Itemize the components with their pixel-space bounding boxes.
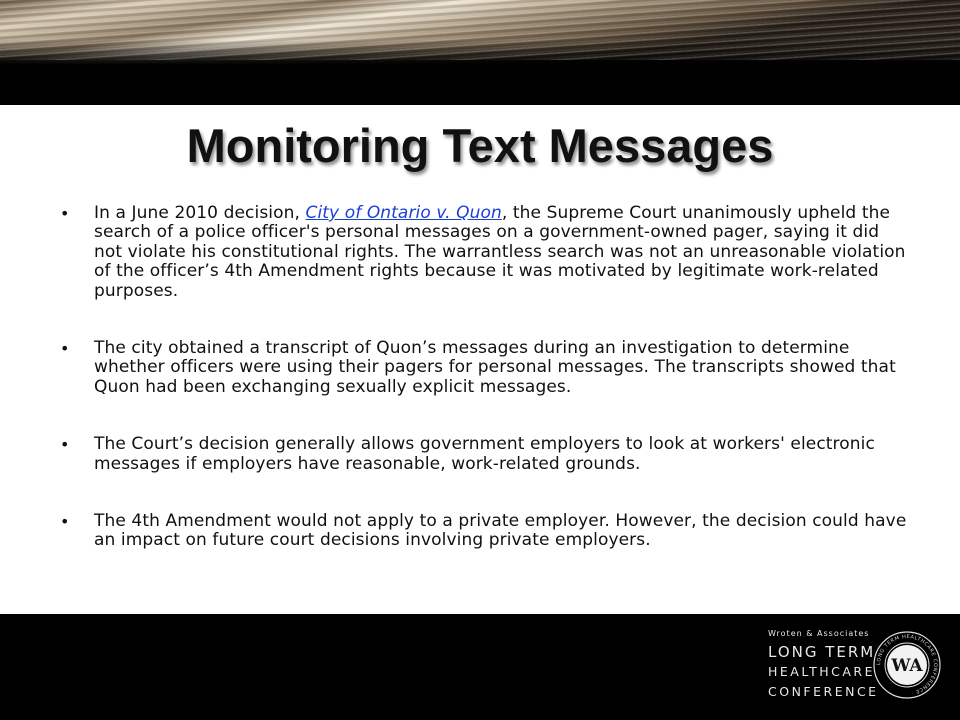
conference-org: Wroten & Associates	[768, 629, 870, 638]
bullet-dot-icon: •	[60, 204, 70, 223]
seal-initials: WA	[891, 656, 923, 676]
bullet-dot-icon: •	[60, 512, 70, 532]
bullet-list	[60, 204, 910, 589]
bullet-4-text: The 4th Amendment would not apply to a private employer. However, the decision could have an impact on future court decisions involving private employers.	[94, 511, 907, 551]
bullet-item-3	[60, 435, 910, 474]
conference-line-2: HEALTHCARE	[768, 664, 875, 679]
bullet-dot-icon: •	[60, 435, 70, 455]
header-texture-band	[0, 0, 960, 105]
conference-seal-icon	[872, 630, 942, 700]
bullet-1-text-after: , the Supreme Court unanimously upheld the search of a police officer's personal messages on a government-owned pager, saying it did not violate his constitutional rights. The warrantless search was not an unreasonable violation of the officer’s 4th Amendment rights because it was motivated by legitimate work-related purposes.	[94, 203, 906, 301]
conference-logo-text	[768, 629, 879, 702]
bullet-2-text: The city obtained a transcript of Quon’s messages during an investigation to determine whether officers were using their pagers for personal messages. The transcripts showed that Quon had been exchanging sexually explicit messages.	[94, 338, 896, 397]
bullet-item-4	[60, 512, 910, 551]
conference-line-3: CONFERENCE	[768, 684, 879, 699]
seal-ring-text: LONG TERM HEALTHCARE CONFERENCE	[875, 633, 939, 695]
slide-title: Monitoring Text Messages	[186, 119, 774, 172]
bullet-item-1	[60, 204, 910, 301]
bullet-dot-icon: •	[60, 339, 70, 359]
bullet-item-2	[60, 339, 910, 397]
case-link[interactable]: City of Ontario v. Quon	[305, 203, 502, 223]
bullet-1-text-before: In a June 2010 decision,	[94, 203, 306, 223]
conference-line-1: LONG TERM	[768, 643, 876, 661]
bullet-3-text: The Court’s decision generally allows government employers to look at workers' electronic messages if employers have reasonable, work-related grounds.	[94, 434, 875, 474]
